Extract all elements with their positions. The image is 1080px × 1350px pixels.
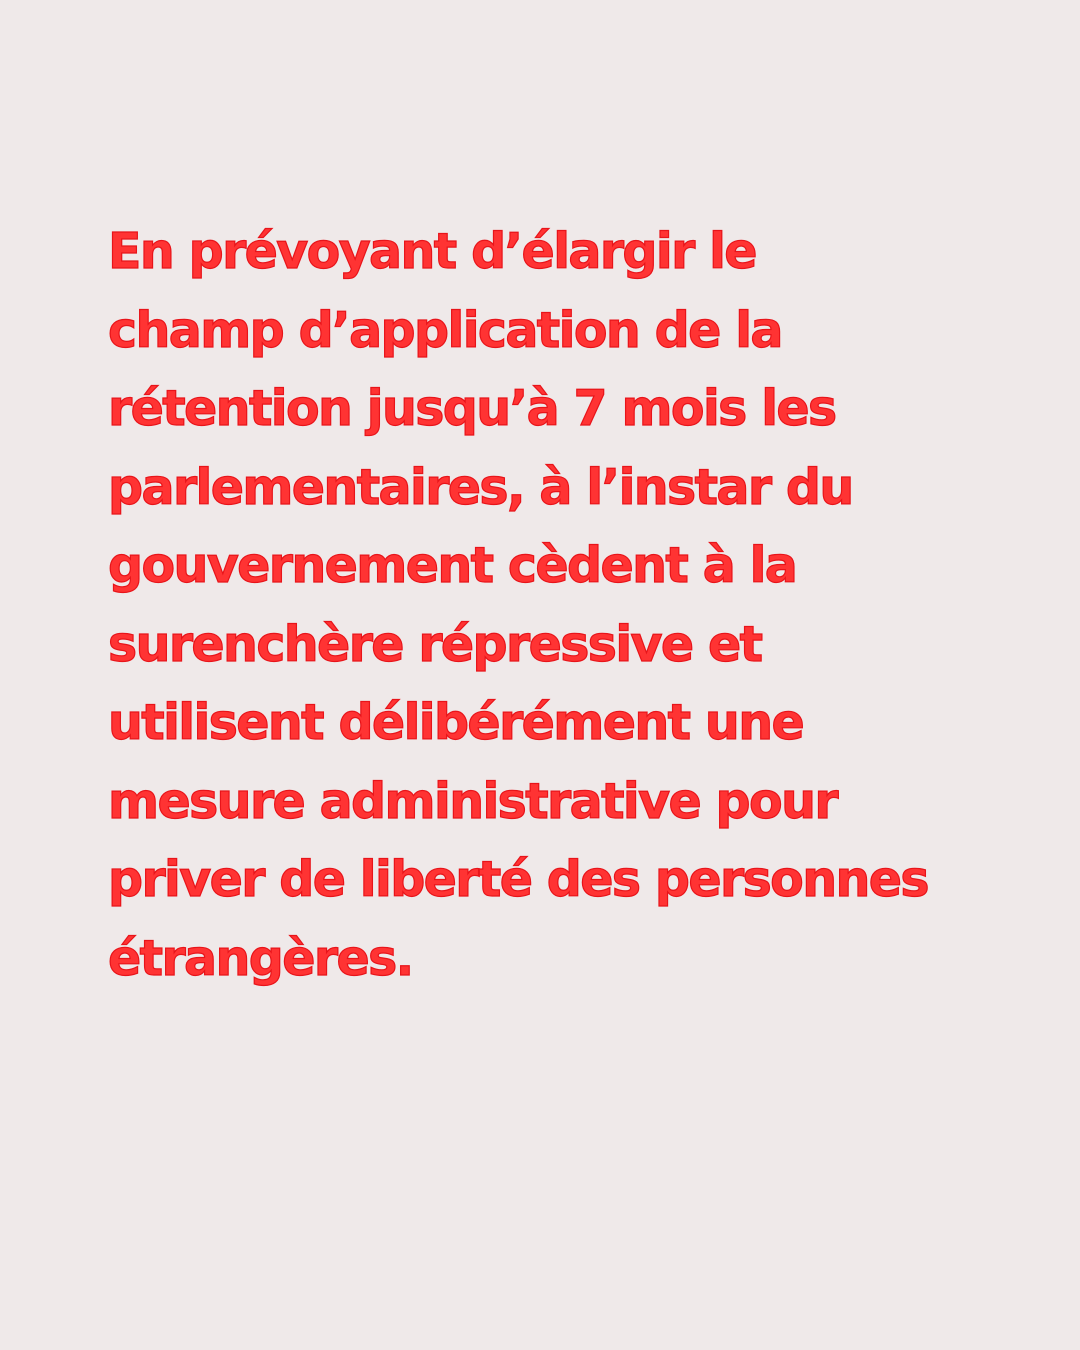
quote-text <box>108 213 1008 998</box>
quote-line-8: mesure administrative pour <box>108 772 837 830</box>
quote-line-3: rétention jusqu’à 7 mois les <box>108 380 836 437</box>
quote-line-4: parlementaires, à l’instar du <box>108 458 853 516</box>
quote-line-5: gouvernement cèdent à la <box>108 537 797 594</box>
quote-line-6: surenchère répressive et <box>108 615 762 673</box>
quote-line-2: champ d’application de la <box>108 301 782 359</box>
quote-line-7: utilisent délibérément une <box>108 694 804 751</box>
quote-line-10: étrangères. <box>108 929 413 987</box>
quote-line-1: En prévoyant d’élargir le <box>108 223 756 280</box>
quote-line-9: priver de liberté des personnes <box>108 851 928 908</box>
